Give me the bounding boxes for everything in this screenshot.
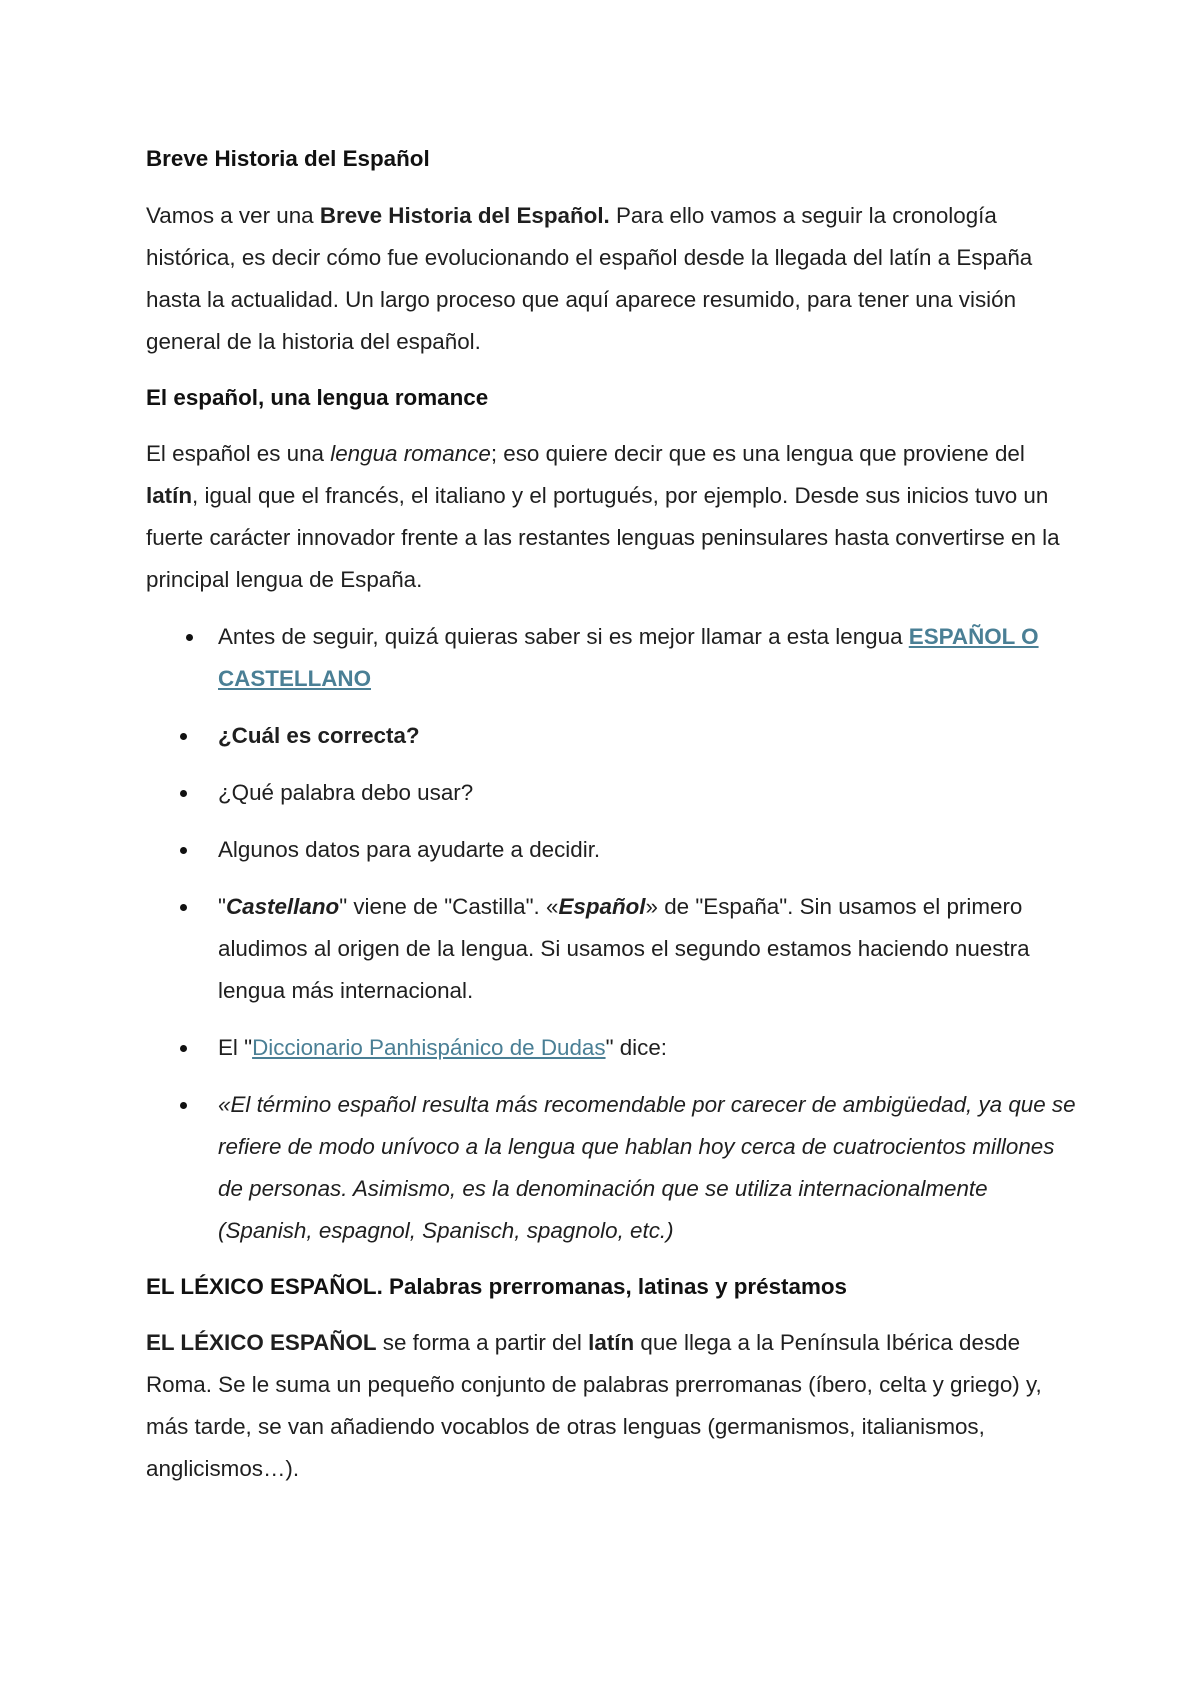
paragraph-text: se forma a partir del <box>376 1330 589 1355</box>
diccionario-panhispanico-link[interactable]: Diccionario Panhispánico de Dudas <box>252 1035 606 1060</box>
list-item-text: " <box>218 894 226 919</box>
list-item-bold-italic-text: Español <box>558 894 646 919</box>
espanol-castellano-link[interactable]: ESPAÑOL O CASTELLANO <box>218 624 1039 691</box>
list-item <box>218 1084 1076 1252</box>
intro-text: Para ello vamos a seguir la cronología histórica, es decir cómo fue evolucionando el español desde la llegada del latín a España hasta la actualidad. Un largo proceso que aquí aparece resumido, para tener una visión general de la historia del español. <box>146 203 1033 354</box>
list-item-text: ¿Cuál es correcta? <box>218 723 420 748</box>
list-item-text: " viene de "Castilla". « <box>339 894 559 919</box>
intro-bold-text: Breve Historia del Español. <box>319 203 610 228</box>
list-item <box>218 1027 1076 1069</box>
list-item-bold-italic-text: Castellano <box>225 894 340 919</box>
section-heading-lexico: EL LÉXICO ESPAÑOL. Palabras prerromanas, latinas y préstamos <box>146 1274 847 1299</box>
list-item <box>218 886 1076 1012</box>
section-heading-romance: El español, una lengua romance <box>146 385 489 410</box>
list-item-text: El " <box>218 1035 253 1060</box>
bullet-icon <box>180 847 187 854</box>
list-item-text: » de "España". Sin usamos el primero aludimos al origen de la lengua. Si usamos el segundo estamos haciendo nuestra lengua más internacional. <box>218 894 1030 1003</box>
list-item <box>218 829 1076 871</box>
paragraph-italic-text: lengua romance <box>330 441 491 466</box>
paragraph-text: ; eso quiere decir que es una lengua que proviene del <box>490 441 1025 466</box>
romance-paragraph <box>146 433 1076 601</box>
intro-text: Vamos a ver una <box>146 203 320 228</box>
bullet-icon <box>180 733 187 740</box>
bullet-icon <box>180 790 187 797</box>
document-page <box>146 138 1076 1490</box>
intro-paragraph <box>146 195 1076 363</box>
list-item <box>218 772 1076 814</box>
bullet-icon <box>180 1102 187 1109</box>
paragraph-text: , igual que el francés, el italiano y el portugués, por ejemplo. Desde sus inicios tuvo un fuerte carácter innovador frente a las restantes lenguas peninsulares hasta convertirse en la principal lengua de España. <box>146 483 1060 592</box>
document-title: Breve Historia del Español <box>146 146 430 171</box>
list-item-text: ¿Qué palabra debo usar? <box>218 780 474 805</box>
paragraph-bold-text: latín <box>588 1330 635 1355</box>
list-item-text: Algunos datos para ayudarte a decidir. <box>218 837 601 862</box>
lexico-paragraph <box>146 1322 1076 1490</box>
bullet-icon <box>180 1045 187 1052</box>
bullet-icon <box>180 904 187 911</box>
bullet-list <box>146 616 1076 700</box>
paragraph-text: que llega a la Península Ibérica desde Roma. Se le suma un pequeño conjunto de palabras prerromanas (íbero, celta y griego) y, más tarde, se van añadiendo vocablos de otras lenguas (germanismos, italianismos, anglicismos…). <box>146 1330 1042 1481</box>
list-item <box>146 616 1076 700</box>
nested-bullet-list <box>218 715 1076 1252</box>
list-item-text: Antes de seguir, quizá quieras saber si es mejor llamar a esta lengua <box>218 624 909 649</box>
list-item-text: " dice: <box>605 1035 668 1060</box>
paragraph-bold-text: latín <box>146 483 193 508</box>
bullet-icon <box>186 634 193 641</box>
quote-text: «El término español resulta más recomendable por carecer de ambigüedad, ya que se refiere de modo unívoco a la lengua que hablan hoy cerca de cuatrocientos millones de personas. Asimismo, es la denominación que se utiliza internacionalmente (Spanish, espagnol, Spanisch, spagnolo, etc.) <box>218 1092 1076 1243</box>
list-item <box>218 715 1076 757</box>
paragraph-bold-text: EL LÉXICO ESPAÑOL <box>146 1330 377 1355</box>
paragraph-text: El español es una <box>146 441 331 466</box>
